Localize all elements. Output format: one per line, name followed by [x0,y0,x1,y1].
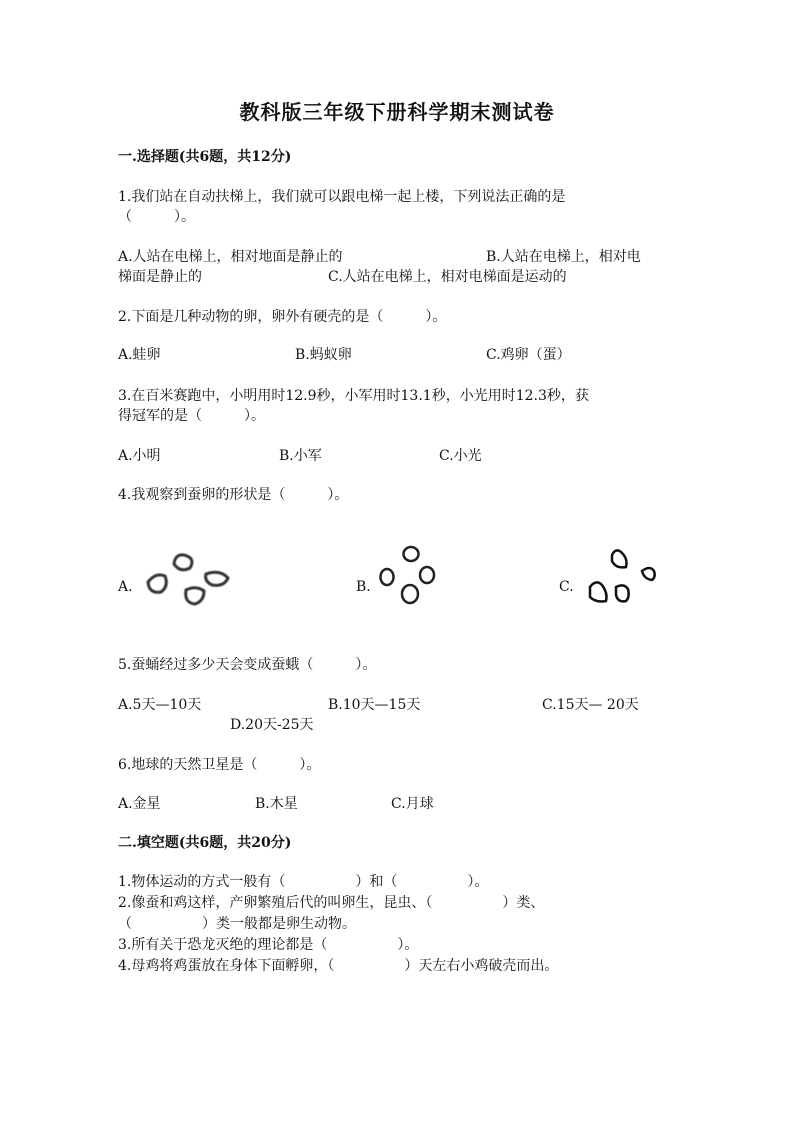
fill-question-3: 3.所有关于恐龙灭绝的理论都是（ ）。 [118,937,419,953]
q4-option-b-label: B. [356,579,371,595]
q5-option-b: B.10天—15天 [328,697,421,713]
fill-question-2-line2: （ ）类一般都是卵生动物。 [118,916,356,932]
q6-option-a: A.金星 [118,796,161,812]
q1-option-b-part1: B.人站在电梯上，相对电 [486,249,641,265]
q5-option-c: C.15天— 20天 [542,697,639,713]
q5-stem: 5.蚕蛹经过多少天会变成蚕蛾（ ）。 [118,657,377,673]
q4-option-a-label: A. [118,579,133,595]
egg-shape [612,550,627,567]
egg-shape [642,568,655,580]
q3-stem-line2: 得冠军的是（ ）。 [118,408,265,424]
egg-shape [420,567,434,583]
fill-question-2-line1: 2.像蚕和鸡这样，产卵繁殖后代的叫卵生，昆虫、（ ）类、 [118,895,545,911]
q4-option-b-egg-image [375,542,440,610]
q6-option-b: B.木星 [255,796,298,812]
egg-shape [148,575,166,592]
q4-stem: 4.我观察到蚕卵的形状是（ ）。 [118,487,349,503]
fill-question-4: 4.母鸡将鸡蛋放在身体下面孵卵，（ ）天左右小鸡破壳而出。 [118,958,559,974]
fill-question-1: 1.物体运动的方式一般有（ ）和（ ）。 [118,874,489,890]
egg-shape [206,572,228,585]
q2-option-b: B.蚂蚁卵 [295,347,352,363]
egg-shape [381,569,394,585]
exam-title: 教科版三年级下册科学期末测试卷 [239,100,555,124]
egg-shape [590,582,607,601]
q1-option-a: A.人站在电梯上，相对地面是静止的 [118,249,343,265]
q1-stem-line1: 1.我们站在自动扶梯上，我们就可以跟电梯一起上楼，下列说法正确的是 [118,189,566,205]
q3-stem-line1: 3.在百米赛跑中，小明用时12.9秒，小军用时13.1秒，小光用时12.3秒，获 [118,388,589,404]
q3-option-a: A.小明 [118,448,161,464]
q4-option-c-egg-image [584,545,659,607]
q2-stem: 2.下面是几种动物的卵，卵外有硬壳的是（ ）。 [118,309,447,325]
section1-heading: 一.选择题(共6题，共12分) [118,149,292,165]
q2-option-c: C.鸡卵（蛋） [486,347,571,363]
q3-option-c: C.小光 [439,448,482,464]
egg-shape [402,585,418,603]
egg-shape [186,588,204,604]
egg-shape [174,555,192,570]
q1-option-b-part2: 梯面是静止的 [118,269,202,285]
section2-heading: 二.填空题(共6题，共20分) [118,835,292,851]
egg-shape [616,585,629,601]
q4-option-a-egg-image [140,548,240,610]
q6-option-c: C.月球 [391,796,434,812]
q1-option-c: C.人站在电梯上，相对电梯面是运动的 [328,269,567,285]
q4-option-c-label: C. [559,579,574,595]
q3-option-b: B.小军 [279,448,322,464]
q6-stem: 6.地球的天然卫星是（ ）。 [118,757,321,773]
egg-shape [404,547,419,561]
q5-option-d: D.20天-25天 [230,717,314,733]
q2-option-a: A.蛙卵 [118,347,161,363]
q1-stem-line2: （ ）。 [118,209,195,225]
q5-option-a: A.5天—10天 [118,697,202,713]
